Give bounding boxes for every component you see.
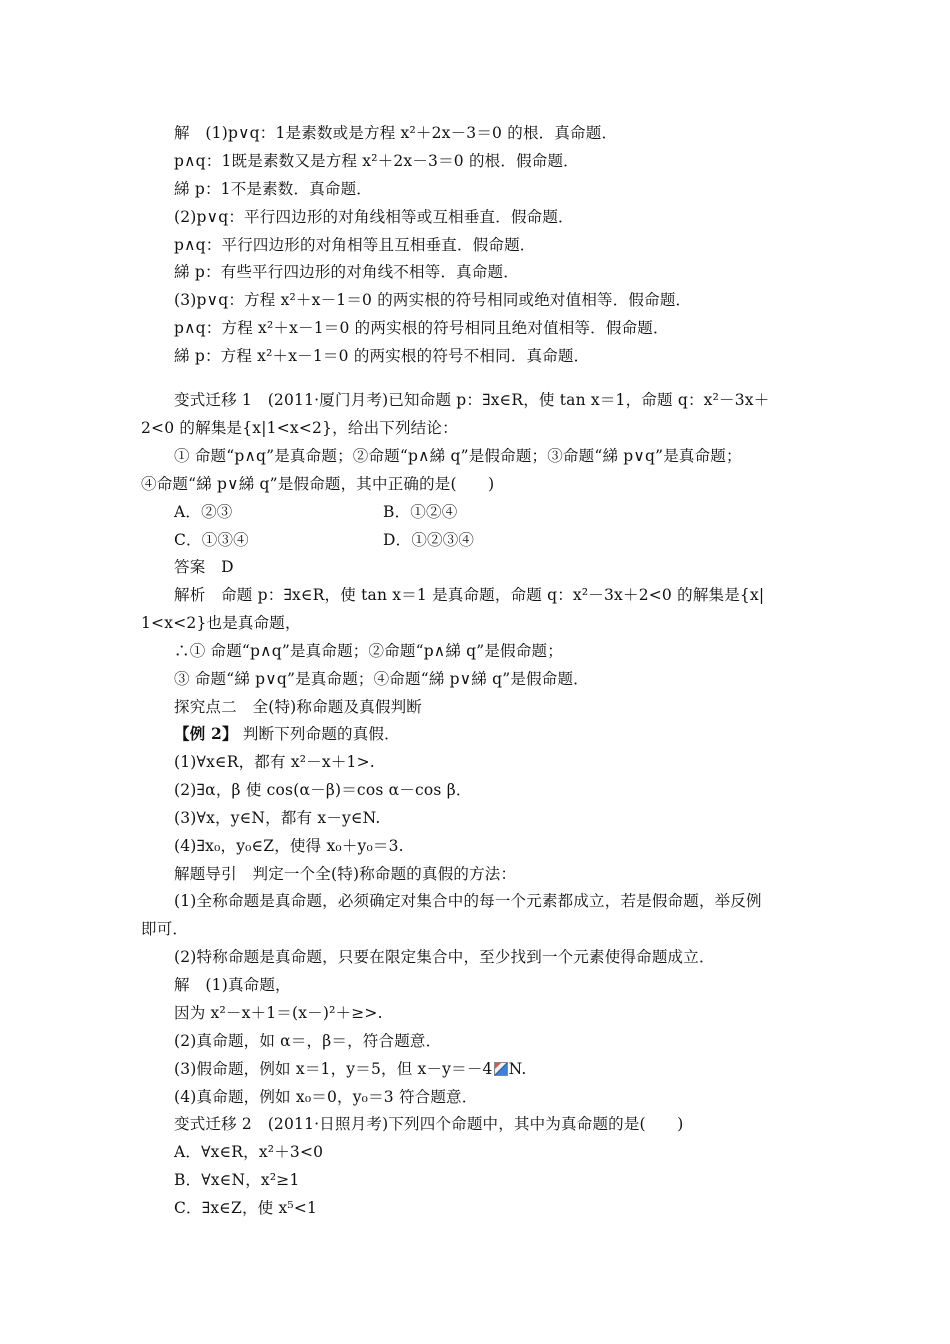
- guide-line: 解题导引 判定一个全(特)称命题的真假的方法：: [174, 865, 517, 883]
- analysis-line: 1<x<2}也是真命题，: [141, 614, 301, 632]
- option-d: D．①②③④: [383, 531, 475, 549]
- solution-line: 因为 x²－x＋1＝(x－)²＋≥>.: [174, 1004, 383, 1022]
- exercise-line: ④命题“綈 p∨綈 q”是假命题，其中正确的是( ): [141, 475, 495, 493]
- broken-image-icon: [494, 1062, 508, 1076]
- option-a: A．②③: [174, 503, 233, 521]
- solution-line: 綈 p：1不是素数．真命题．: [174, 180, 373, 198]
- solution-line: p∧q：1既是素数又是方程 x²＋2x－3＝0 的根．假命题．: [174, 152, 579, 170]
- example-line: (1)∀x∈R，都有 x²－x＋1>.: [174, 753, 375, 771]
- example-label: 【例 2】: [174, 724, 238, 743]
- guide-line: 即可．: [141, 920, 189, 938]
- guide-line: (1)全称命题是真命题，必须确定对集合中的每一个元素都成立，若是假命题，举反例: [174, 892, 762, 910]
- solution-line: p∧q：平行四边形的对角相等且互相垂直．假命题．: [174, 236, 536, 254]
- example-line: (2)∃α，β 使 cos(α－β)＝cos α－cos β．: [174, 781, 472, 799]
- option-c: C．∃x∈Z，使 x⁵<1: [174, 1199, 318, 1217]
- analysis-line: ③ 命题“綈 p∨q”是真命题；④命题“綈 p∨綈 q”是假命题．: [174, 670, 589, 688]
- solution-line: 綈 p：方程 x²＋x－1＝0 的两实根的符号不相同．真命题．: [174, 347, 590, 365]
- analysis-line: ∴① 命题“p∧q”是真命题；②命题“p∧綈 q”是假命题；: [174, 642, 563, 660]
- solution-line: p∧q：方程 x²＋x－1＝0 的两实根的符号相同且绝对值相等．假命题．: [174, 319, 669, 337]
- solution-line: [174, 1059, 527, 1079]
- exercise-heading: 变式迁移 2 (2011·日照月考)下列四个命题中，其中为真命题的是( ): [174, 1115, 684, 1133]
- solution-text: N.: [508, 1060, 527, 1078]
- solution-line: 解 (1)p∨q：1是素数或是方程 x²＋2x－3＝0 的根．真命题．: [174, 124, 618, 142]
- section-heading: 探究点二 全(特)称命题及真假判断: [174, 698, 422, 716]
- solution-line: (2)p∨q：平行四边形的对角线相等或互相垂直．假命题．: [174, 208, 574, 226]
- option-c: C．①③④: [174, 531, 249, 549]
- exercise-line: ① 命题“p∧q”是真命题；②命题“p∧綈 q”是假命题；③命题“綈 p∨q”是真命题；: [174, 447, 742, 465]
- exercise-heading: 变式迁移 1 (2011·厦门月考)已知命题 p：∃x∈R，使 tan x＝1，命题 q：x²－3x＋: [174, 391, 770, 409]
- example-line: (4)∃x₀，y₀∈Z，使得 x₀＋y₀＝3.: [174, 837, 404, 855]
- solution-text: (3)假命题，例如 x＝1，y＝5，但 x－y＝－4: [174, 1060, 493, 1078]
- solution-line: (2)真命题，如 α＝，β＝，符合题意．: [174, 1032, 442, 1050]
- solution-line: (3)p∨q：方程 x²＋x－1＝0 的两实根的符号相同或绝对值相等．假命题．: [174, 291, 692, 309]
- option-b: B．①②④: [383, 503, 458, 521]
- option-b: B．∀x∈N，x²≥1: [174, 1171, 300, 1189]
- guide-line: (2)特称命题是真命题，只要在限定集合中，至少找到一个元素使得命题成立．: [174, 948, 715, 966]
- example-line: [174, 724, 400, 744]
- solution-line: 綈 p：有些平行四边形的对角线不相等．真命题．: [174, 263, 519, 281]
- example-line: (3)∀x，y∈N，都有 x－y∈N.: [174, 809, 381, 827]
- solution-line: 解 (1)真命题，: [174, 976, 291, 994]
- option-a: A．∀x∈R，x²＋3<0: [174, 1143, 324, 1161]
- example-text: 判断下列命题的真假．: [242, 725, 400, 743]
- solution-line: (4)真命题，例如 x₀＝0，y₀＝3 符合题意．: [174, 1088, 478, 1106]
- analysis-line: 解析 命题 p：∃x∈R，使 tan x＝1 是真命题，命题 q：x²－3x＋2<0 的解集是{x|: [174, 586, 765, 604]
- answer-line: 答案 D: [174, 558, 234, 576]
- exercise-line: 2<0 的解集是{x|1<x<2}，给出下列结论：: [141, 419, 458, 437]
